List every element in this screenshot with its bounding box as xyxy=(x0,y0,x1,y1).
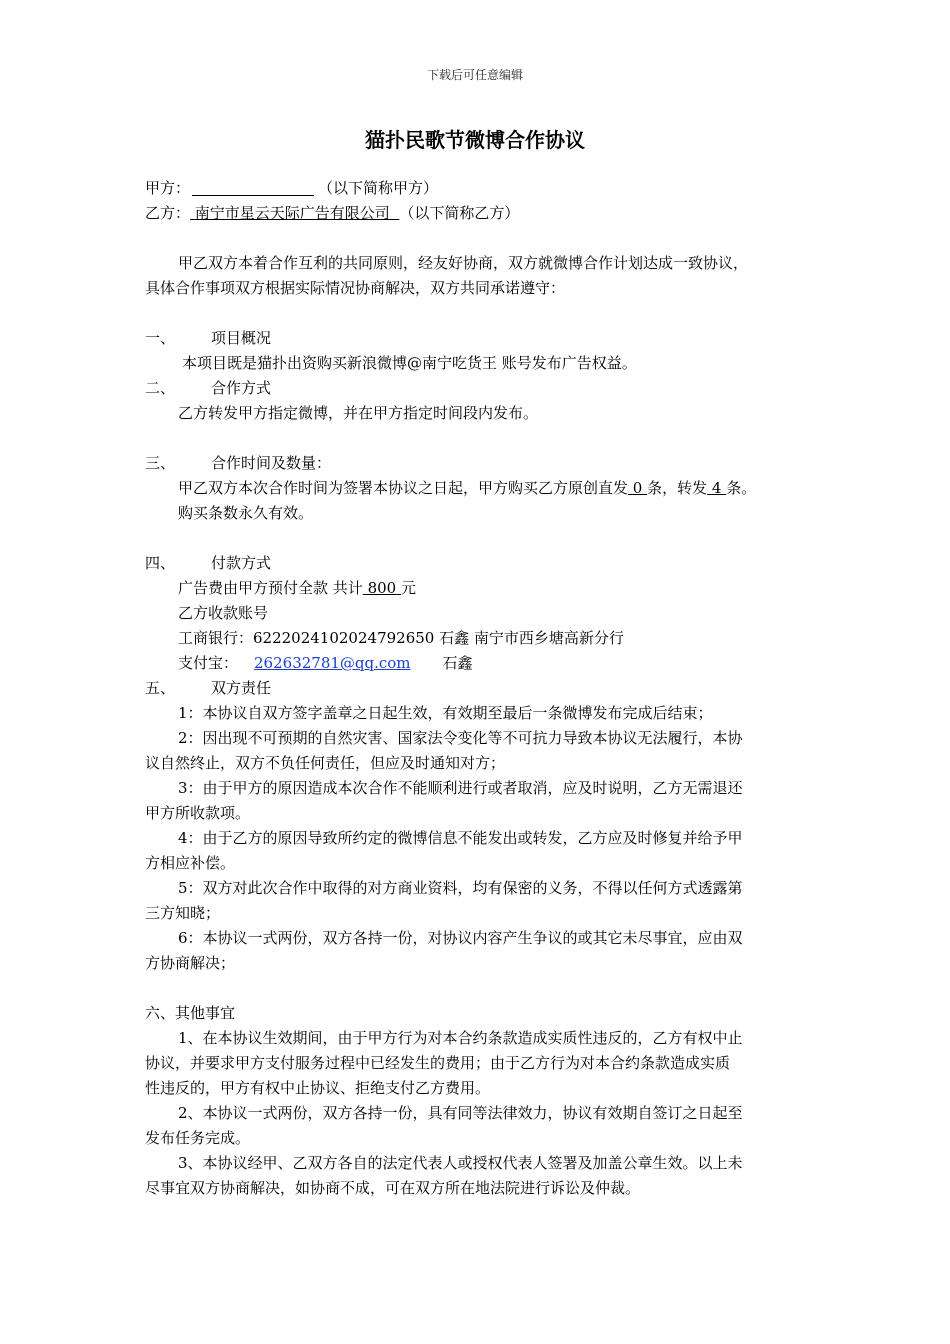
sec5-line: 4：由于乙方的原因导致所约定的微博信息不能发出或转发，乙方应及时修复并给予甲 xyxy=(178,829,743,847)
sec3-text-2: 条，转发 xyxy=(647,479,708,497)
sec6-line: 性违反的，甲方有权中止协议、拒绝支付乙方费用。 xyxy=(145,1079,491,1097)
preamble-line-1: 甲乙双方本着合作互利的共同原则，经友好协商，双方就微博合作计划达成一致协议， xyxy=(178,254,749,272)
sec2-num: 二、 xyxy=(145,379,176,397)
sec5-line: 甲方所收款项。 xyxy=(145,804,251,822)
party-b-suffix: （以下简称乙方） xyxy=(399,204,520,222)
fee-amount-value: 800 xyxy=(367,579,397,597)
bank-line: 工商银行：6222024102024792650 石鑫 南宁市西乡塘高新分行 xyxy=(178,629,624,647)
sec5-line: 议自然终止，双方不负任何责任，但应及时通知对方； xyxy=(145,754,506,772)
sec5-line: 5：双方对此次合作中取得的对方商业资料，均有保密的义务，不得以任何方式透露第 xyxy=(178,879,743,897)
party-b-label: 乙方： xyxy=(145,204,191,222)
alipay-email-link[interactable]: 262632781@qq.com xyxy=(254,654,411,672)
sec6-line: 2、本协议一式两份，双方各持一份，具有同等法律效力，协议有效期自签订之日起至 xyxy=(178,1104,743,1122)
sec3-title: 合作时间及数量： xyxy=(211,454,332,472)
sec3-heading xyxy=(145,451,813,476)
sec2-title: 合作方式 xyxy=(211,379,272,397)
alipay-label: 支付宝： xyxy=(178,654,239,672)
preamble-line-2: 具体合作事项双方根据实际情况协商解决，双方共同承诺遵守： xyxy=(145,279,566,297)
fee-amount xyxy=(363,579,401,597)
alipay-name: 石鑫 xyxy=(442,654,473,672)
sec6-line: 1、在本协议生效期间，由于甲方行为对本合约条款造成实质性违反的，乙方有权中止 xyxy=(178,1029,743,1047)
repost-count xyxy=(707,479,726,497)
sec2-heading xyxy=(145,376,813,401)
sec1-num: 一、 xyxy=(145,329,176,347)
document-title: 猫扑民歌节微博合作协议 xyxy=(365,128,585,152)
account-label: 乙方收款账号 xyxy=(178,604,269,622)
sec5-line: 方协商解决； xyxy=(145,954,236,972)
sec6-heading: 六、其他事宜 xyxy=(145,1004,236,1022)
sec5-line: 1：本协议自双方签字盖章之日起生效，有效期至最后一条微博发布完成后结束； xyxy=(178,704,713,722)
alipay-line xyxy=(145,651,813,676)
sec3-line-1 xyxy=(145,476,813,501)
party-a-label: 甲方： xyxy=(145,179,191,197)
sec6-line: 尽事宜双方协商解决，如协商不成，可在双方所在地法院进行诉讼及仲裁。 xyxy=(145,1179,641,1197)
sec4-title: 付款方式 xyxy=(211,554,272,572)
document-body xyxy=(145,176,813,1201)
sec5-heading xyxy=(145,676,813,701)
fee-suffix: 元 xyxy=(400,579,416,597)
sec5-line: 三方知晓； xyxy=(145,904,221,922)
sec5-line: 3：由于甲方的原因造成本次合作不能顺利进行或者取消，应及时说明，乙方无需退还 xyxy=(178,779,743,797)
original-count-value: 0 xyxy=(632,479,643,497)
fee-line xyxy=(145,576,813,601)
sec5-title: 双方责任 xyxy=(211,679,272,697)
original-count xyxy=(628,479,647,497)
sec6-line: 协议，并要求甲方支付服务过程中已经发生的费用；由于乙方行为对本合约条款造成实质 xyxy=(145,1054,731,1072)
sec5-line: 2：因出现不可预期的自然灾害、国家法令变化等不可抗力导致本协议无法履行，本协 xyxy=(178,729,743,747)
fee-prefix: 广告费由甲方预付全款 共计 xyxy=(178,579,363,597)
sec1-title: 项目概况 xyxy=(211,329,272,347)
sec5-num: 五、 xyxy=(145,679,176,697)
sec2-text: 乙方转发甲方指定微博，并在甲方指定时间段内发布。 xyxy=(178,404,539,422)
repost-count-value: 4 xyxy=(711,479,722,497)
sec6-line: 发布任务完成。 xyxy=(145,1129,251,1147)
party-b-name-text: 南宁市星云天际广告有限公司 xyxy=(194,204,390,222)
sec5-line: 方相应补偿。 xyxy=(145,854,236,872)
sec1-text: 本项目既是猫扑出资购买新浪微博@南宁吃货王 账号发布广告权益。 xyxy=(182,354,637,372)
sec4-num: 四、 xyxy=(145,554,176,572)
sec3-line-2: 购买条数永久有效。 xyxy=(178,504,314,522)
party-a-blank xyxy=(192,179,314,196)
sec1-heading xyxy=(145,326,813,351)
party-b-line xyxy=(145,201,813,226)
sec4-heading xyxy=(145,551,813,576)
sec3-text-1: 甲乙双方本次合作时间为签署本协议之日起，甲方购买乙方原创直发 xyxy=(178,479,629,497)
sec5-line: 6：本协议一式两份，双方各持一份，对协议内容产生争议的或其它未尽事宜，应由双 xyxy=(178,929,743,947)
header-note: 下载后可任意编辑 xyxy=(426,68,523,82)
party-b-name xyxy=(190,204,399,222)
sec3-text-3: 条。 xyxy=(726,479,757,497)
party-a-suffix: （以下简称甲方） xyxy=(318,179,439,197)
sec6-line: 3、本协议经甲、乙双方各自的法定代表人或授权代表人签署及加盖公章生效。以上未 xyxy=(178,1154,743,1172)
sec3-num: 三、 xyxy=(145,454,176,472)
party-a-line xyxy=(145,176,813,201)
